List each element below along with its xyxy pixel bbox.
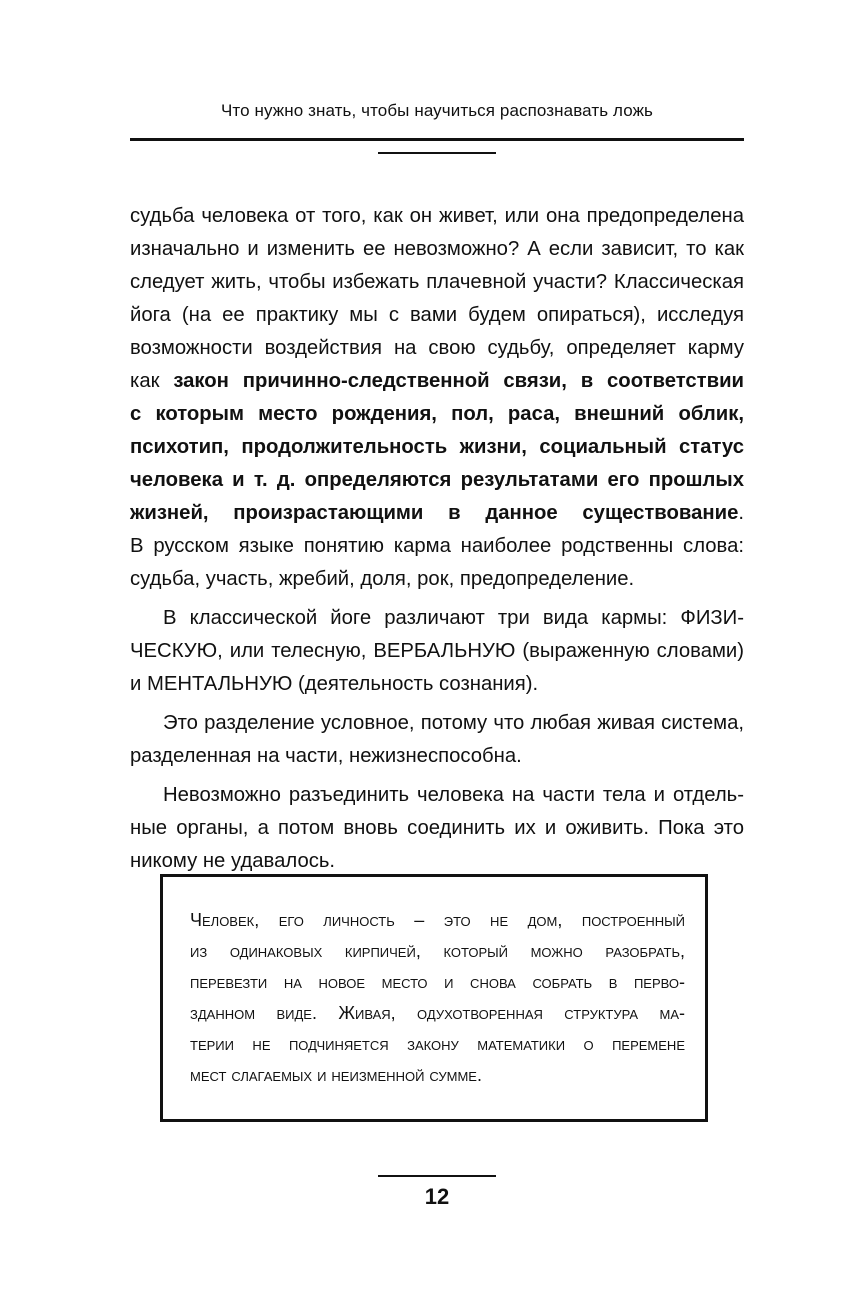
- main-text: [130, 200, 744, 878]
- text-line: Это разделение условное, потому что любая живая система,: [163, 712, 744, 734]
- text-line: судьба, участь, жребий, доля, рок, предопределение.: [130, 568, 635, 590]
- header-short-rule: [378, 152, 496, 154]
- running-head-title: Что нужно знать, чтобы научиться распознавать ложь: [220, 101, 654, 120]
- text-line: В русском языке понятию карма наиболее родственны слова:: [130, 535, 744, 557]
- text-line: никому не удавалось.: [130, 850, 336, 872]
- text-run: .: [738, 502, 744, 524]
- header-rule: [130, 138, 744, 141]
- callout-text: [190, 905, 685, 1091]
- callout-line: перевезти на новое место и снова собрать в перво-: [190, 972, 685, 992]
- text-line: возможности воздействия на свою судьбу, определяет карму: [130, 337, 744, 359]
- paragraph-impossible: [130, 779, 744, 878]
- text-line: В классической йоге различают три вида кармы: ФИЗИ-: [163, 607, 744, 629]
- bold-text-line: [130, 398, 744, 431]
- text-line: разделенная на части, нежизнеспособна.: [130, 745, 522, 767]
- bold-text-run: закон причинно-следственной связи, в соответствии: [173, 370, 745, 392]
- text-line-mixed: [130, 365, 744, 398]
- text-line: судьба человека от того, как он живет, или она предопределена: [130, 205, 744, 227]
- text-line: ЧЕСКУЮ, или телесную, ВЕРБАЛЬНУЮ (выраженную словами): [130, 640, 744, 662]
- callout-line: из одинаковых кирпичей, который можно разобрать,: [190, 941, 685, 961]
- text-line: ные органы, а потом вновь соединить их и оживить. Пока это: [130, 817, 744, 839]
- footer-short-rule: [378, 1175, 496, 1177]
- paragraph-division: [130, 707, 744, 773]
- text-line: йога (на ее практику мы с вами будем опираться), исследуя: [130, 304, 744, 326]
- bold-text-run: жизней, произрастающими в данное существование: [130, 502, 739, 524]
- text-line: следует жить, чтобы избежать плачевной участи? Классическая: [130, 271, 744, 293]
- text-line-mixed: [130, 497, 744, 530]
- callout-box: [160, 874, 708, 1122]
- text-line: изначально и изменить ее невозможно? А если зависит, то как: [130, 238, 744, 260]
- paragraph-karma-types: [130, 602, 744, 701]
- text-line: Невозможно разъединить человека на части тела и отдель-: [163, 784, 744, 806]
- text-run: как: [130, 370, 174, 392]
- bold-text-run: человека и т. д. определяются результатами его прошлых: [130, 469, 744, 491]
- callout-line: мест слагаемых и неизменной сумме.: [190, 1065, 482, 1085]
- page-number: 12: [424, 1184, 450, 1209]
- callout-line: Человек, его личность – это не дом, построенный: [190, 910, 685, 930]
- bold-text-line: [130, 431, 744, 464]
- text-line: и МЕНТАЛЬНУЮ (деятельность сознания).: [130, 673, 539, 695]
- bold-text-run: психотип, продолжительность жизни, социальный статус: [130, 436, 744, 458]
- callout-line: зданном виде. Живая, одухотворенная структура ма-: [190, 1003, 685, 1023]
- callout-line: терии не подчиняется закону математики о перемене: [190, 1034, 685, 1054]
- bold-text-run: с которым место рождения, пол, раса, внешний облик,: [130, 403, 744, 425]
- bold-text-line: [130, 464, 744, 497]
- paragraph-karma-definition: [130, 200, 744, 596]
